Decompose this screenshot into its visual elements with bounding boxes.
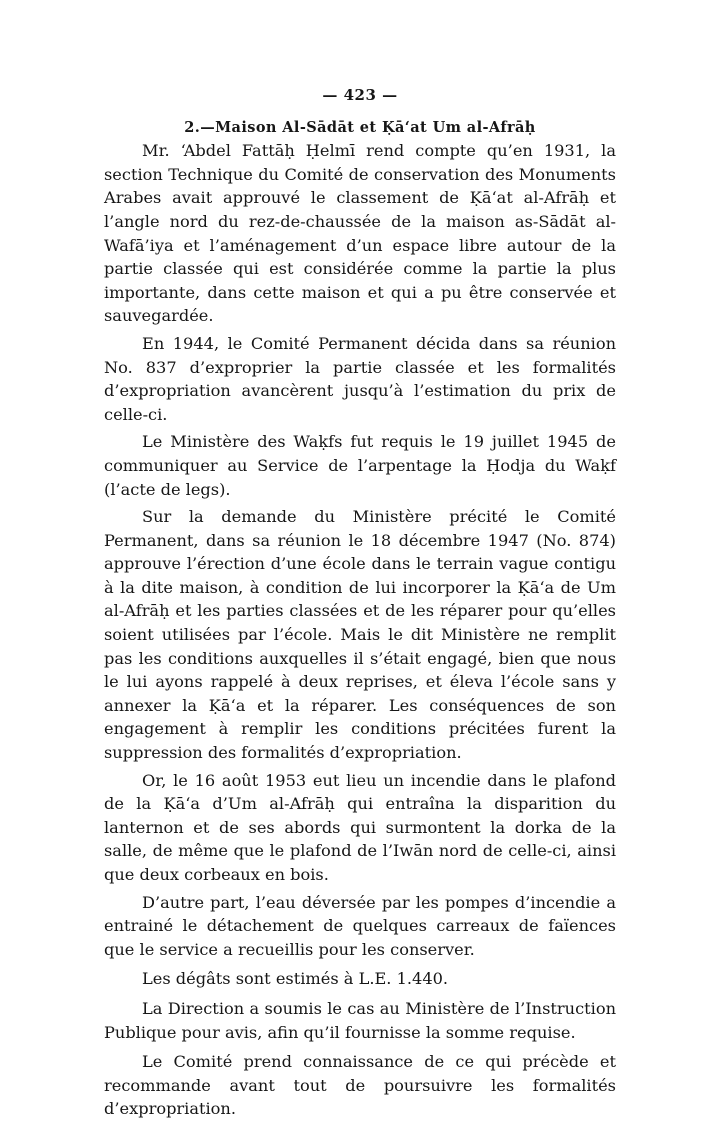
paragraph: D’autre part, l’eau déversée par les pompes d’incendie a entrainé le détachement de quelques carreaux de faïences que le service a recueillis pour les conserver.	[104, 892, 616, 959]
paragraph: Le Ministère des Waḳfs fut requis le 19 juillet 1945 de communiquer au Service de l’arpentage la Ḥodja du Waḳf (l’acte de legs).	[104, 432, 616, 499]
paragraph: Mr. ‘Abdel Fattāḥ Ḥelmī rend compte qu’en 1931, la section Technique du Comité de conservation des Monuments Arabes avait approuvé le classement de Ḳā‘at al-Afrāḥ et l’angle nord du rez-de-chaussée de la maison as-Sādāt al-Wafā’iya et l’aménagement d’un espace libre autour de la partie classée qui est considérée comme la partie la plus importante, dans cette maison et qui a pu être conservée et sauvegardée.	[104, 141, 616, 326]
paragraph: Les dégâts sont estimés à L.E. 1.440.	[142, 969, 449, 989]
paragraph: Or, le 16 août 1953 eut lieu un incendie dans le plafond de la Ḳā‘a d’Um al-Afrāḥ qui entraîna la disparition du lanternon et de ses abords qui surmontent la dorka de la salle, de même que le plafond de l’Iwān nord de celle-ci, ainsi que deux corbeaux en bois.	[104, 770, 616, 884]
section-title: 2.—Maison Al-Sādāt et Ḳā‘at Um al-Afrāḥ	[184, 118, 536, 136]
paragraph: En 1944, le Comité Permanent décida dans sa réunion No. 837 d’exproprier la partie classée et les formalités d’expropriation avancèrent jusqu’à l’estimation du prix de celle-ci.	[104, 333, 616, 424]
paragraph: La Direction a soumis le cas au Ministère de l’Instruction Publique pour avis, afin qu’il fournisse la somme requise.	[104, 998, 616, 1042]
page-number: — 423 —	[322, 86, 398, 104]
paragraph: Sur la demande du Ministère précité le Comité Permanent, dans sa réunion le 18 décembre 1947 (No. 874) approuve l’érection d’une école dans le terrain vague contigu à la dite maison, à condition de lui incorporer la Ḳā‘a de Um al-Afrāḥ et les parties classées et de les réparer pour qu’elles soient utilisées par l’école. Mais le dit Ministère ne remplit pas les conditions auxquelles il s’était engagé, bien que nous le lui ayons rappelé à deux reprises, et éleva l’école sans y annexer la Ḳā‘a et la réparer. Les conséquences de son engagement à remplir les conditions précitées furent la suppression des formalités d’expropriation.	[104, 507, 616, 763]
document-page	[104, 84, 616, 1125]
paragraph: Le Comité prend connaissance de ce qui précède et recommande avant tout de poursuivre les formalités d’expropriation.	[104, 1052, 616, 1119]
